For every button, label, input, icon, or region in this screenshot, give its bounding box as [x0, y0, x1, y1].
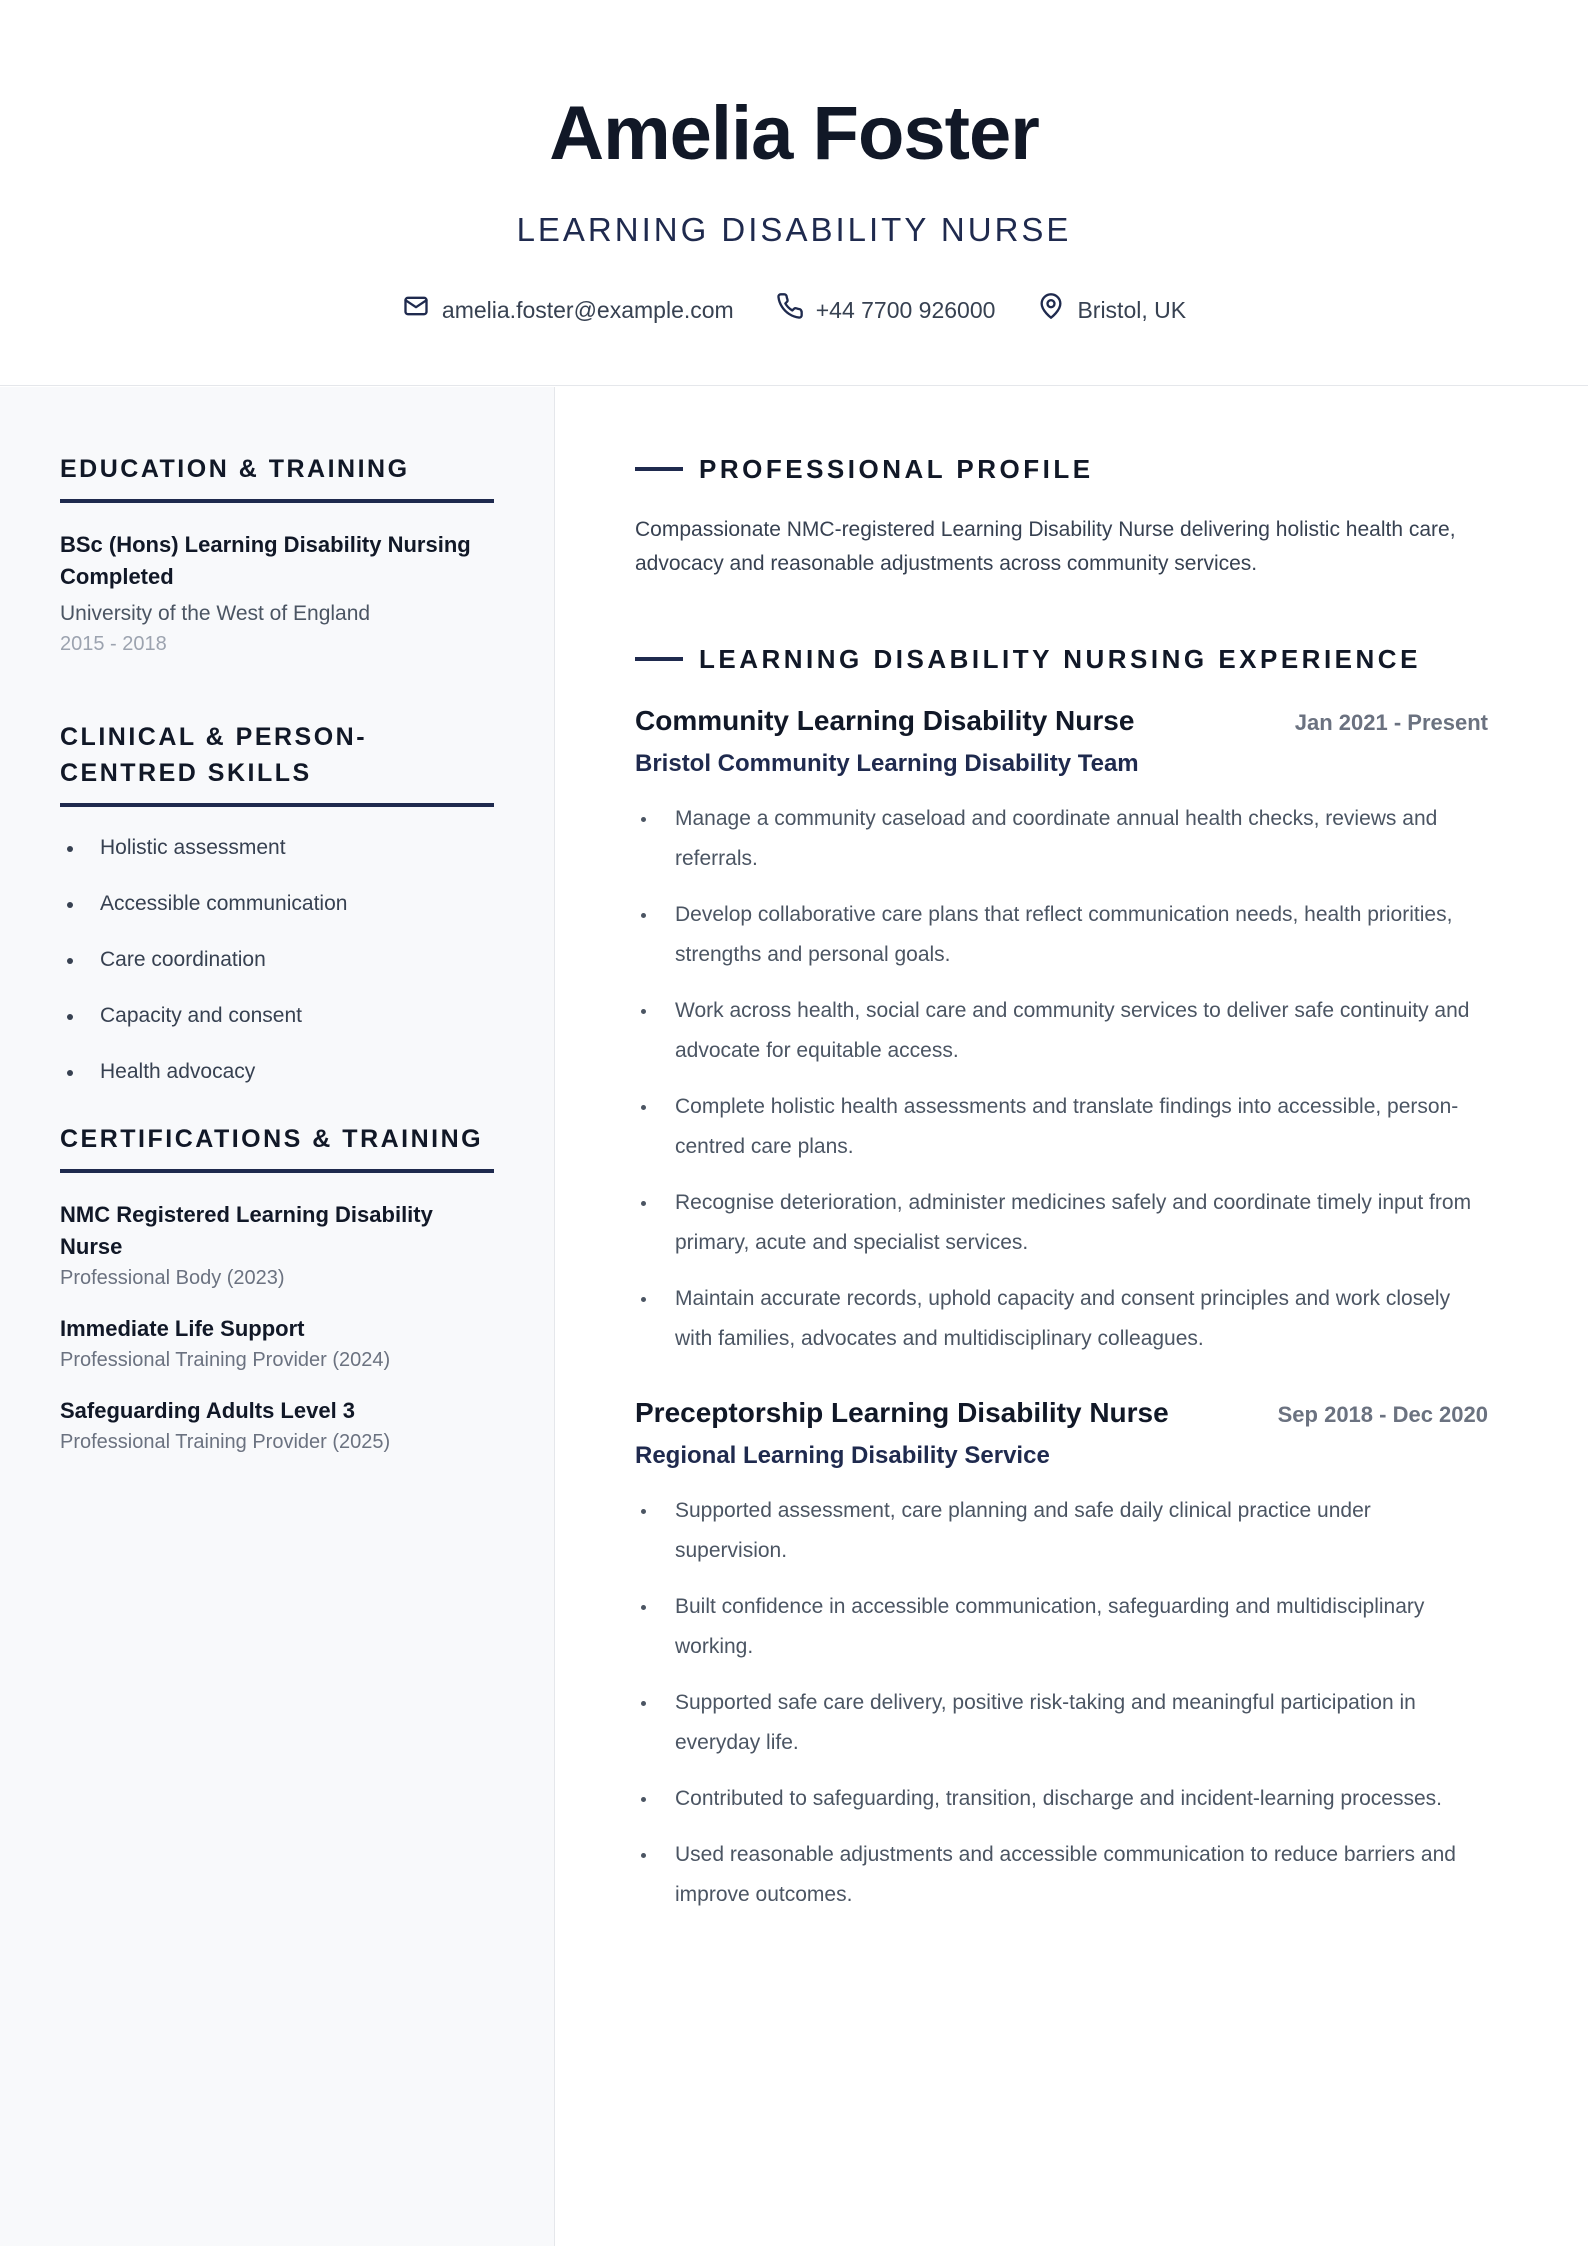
main-content [555, 387, 1588, 2246]
job-title: Community Learning Disability Nurse [635, 705, 1135, 736]
certifications-section [60, 1121, 494, 1457]
job-dates: Jan 2021 - Present [1294, 710, 1488, 735]
mail-icon [402, 292, 430, 327]
profile-heading [635, 451, 1488, 487]
job-responsibilities [635, 1491, 1488, 1915]
certification-issuer: Professional Training Provider (2025) [60, 1431, 391, 1453]
skill-item: Care coordination [60, 945, 494, 975]
responsibility-item: Develop collaborative care plans that reflect communication needs, health priorities, strengths and personal goals. [635, 895, 1488, 975]
email-text: amelia.foster@example.com [441, 296, 734, 323]
resume-body [0, 387, 1588, 2246]
profile-section [635, 451, 1488, 581]
job-role-title: LEARNING DISABILITY NURSE [516, 211, 1072, 248]
certification-name: NMC Registered Learning Disability Nurse [60, 1202, 433, 1259]
candidate-name: Amelia Foster [549, 91, 1039, 176]
skills-heading: CLINICAL & PERSON-CENTRED SKILLS [60, 719, 494, 807]
certification-name: Immediate Life Support [60, 1316, 305, 1341]
education-degree: BSc (Hons) Learning Disability Nursing Completed [60, 532, 471, 589]
heading-rule [635, 657, 683, 661]
experience-heading-text: LEARNING DISABILITY NURSING EXPERIENCE [699, 644, 1421, 674]
education-years: 2015 - 2018 [60, 633, 167, 655]
job-entry [635, 701, 1488, 1359]
contact-location [1037, 292, 1186, 327]
skill-item: Holistic assessment [60, 833, 494, 863]
skills-section [60, 719, 494, 1087]
education-section [60, 451, 494, 659]
certification-item [60, 1395, 494, 1457]
skills-list [60, 833, 494, 1087]
certification-item [60, 1313, 494, 1375]
certification-issuer: Professional Training Provider (2024) [60, 1349, 391, 1371]
phone-icon [776, 292, 804, 327]
responsibility-item: Supported assessment, care planning and safe daily clinical practice under supervision. [635, 1491, 1488, 1571]
responsibility-item: Contributed to safeguarding, transition, discharge and incident-learning processes. [635, 1779, 1488, 1819]
job-dates: Sep 2018 - Dec 2020 [1277, 1402, 1488, 1427]
job-header [635, 701, 1488, 741]
job-entry [635, 1393, 1488, 1915]
responsibility-item: Manage a community caseload and coordinate annual health checks, reviews and referrals. [635, 799, 1488, 879]
responsibility-item: Recognise deterioration, administer medicines safely and coordinate timely input from primary, acute and specialist services. [635, 1183, 1488, 1263]
contact-phone[interactable] [776, 292, 996, 327]
contact-bar [0, 292, 1588, 327]
experience-heading [635, 641, 1488, 677]
job-responsibilities [635, 799, 1488, 1359]
sidebar [0, 387, 555, 2246]
education-heading: EDUCATION & TRAINING [60, 451, 494, 503]
responsibility-item: Supported safe care delivery, positive risk-taking and meaningful participation in everyday life. [635, 1683, 1488, 1763]
certification-item [60, 1199, 494, 1293]
job-organization: Bristol Community Learning Disability Team [635, 750, 1139, 777]
experience-section [635, 641, 1488, 1915]
contact-email[interactable] [402, 292, 734, 327]
certification-name: Safeguarding Adults Level 3 [60, 1398, 356, 1423]
phone-text: +44 7700 926000 [815, 296, 996, 323]
education-school: University of the West of England [60, 602, 371, 625]
responsibility-item: Maintain accurate records, uphold capacity and consent principles and work closely with families, advocates and multidisciplinary colleagues. [635, 1279, 1488, 1359]
resume-header [0, 0, 1588, 386]
location-pin-icon [1037, 292, 1065, 327]
skill-item: Health advocacy [60, 1057, 494, 1087]
profile-summary: Compassionate NMC-registered Learning Disability Nurse delivering holistic health care, advocacy and reasonable adjustments across community services. [635, 518, 1456, 575]
location-text: Bristol, UK [1077, 296, 1187, 323]
skill-item: Accessible communication [60, 889, 494, 919]
skill-item: Capacity and consent [60, 1001, 494, 1031]
job-header [635, 1393, 1488, 1433]
certifications-heading: CERTIFICATIONS & TRAINING [60, 1121, 494, 1173]
responsibility-item: Used reasonable adjustments and accessible communication to reduce barriers and improve outcomes. [635, 1835, 1488, 1915]
job-organization: Regional Learning Disability Service [635, 1442, 1050, 1469]
responsibility-item: Work across health, social care and community services to deliver safe continuity and advocate for equitable access. [635, 991, 1488, 1071]
heading-rule [635, 467, 683, 471]
responsibility-item: Built confidence in accessible communication, safeguarding and multidisciplinary working. [635, 1587, 1488, 1667]
job-title: Preceptorship Learning Disability Nurse [635, 1397, 1169, 1428]
certification-issuer: Professional Body (2023) [60, 1267, 285, 1289]
responsibility-item: Complete holistic health assessments and translate findings into accessible, person-centred care plans. [635, 1087, 1488, 1167]
profile-heading-text: PROFESSIONAL PROFILE [699, 454, 1094, 484]
